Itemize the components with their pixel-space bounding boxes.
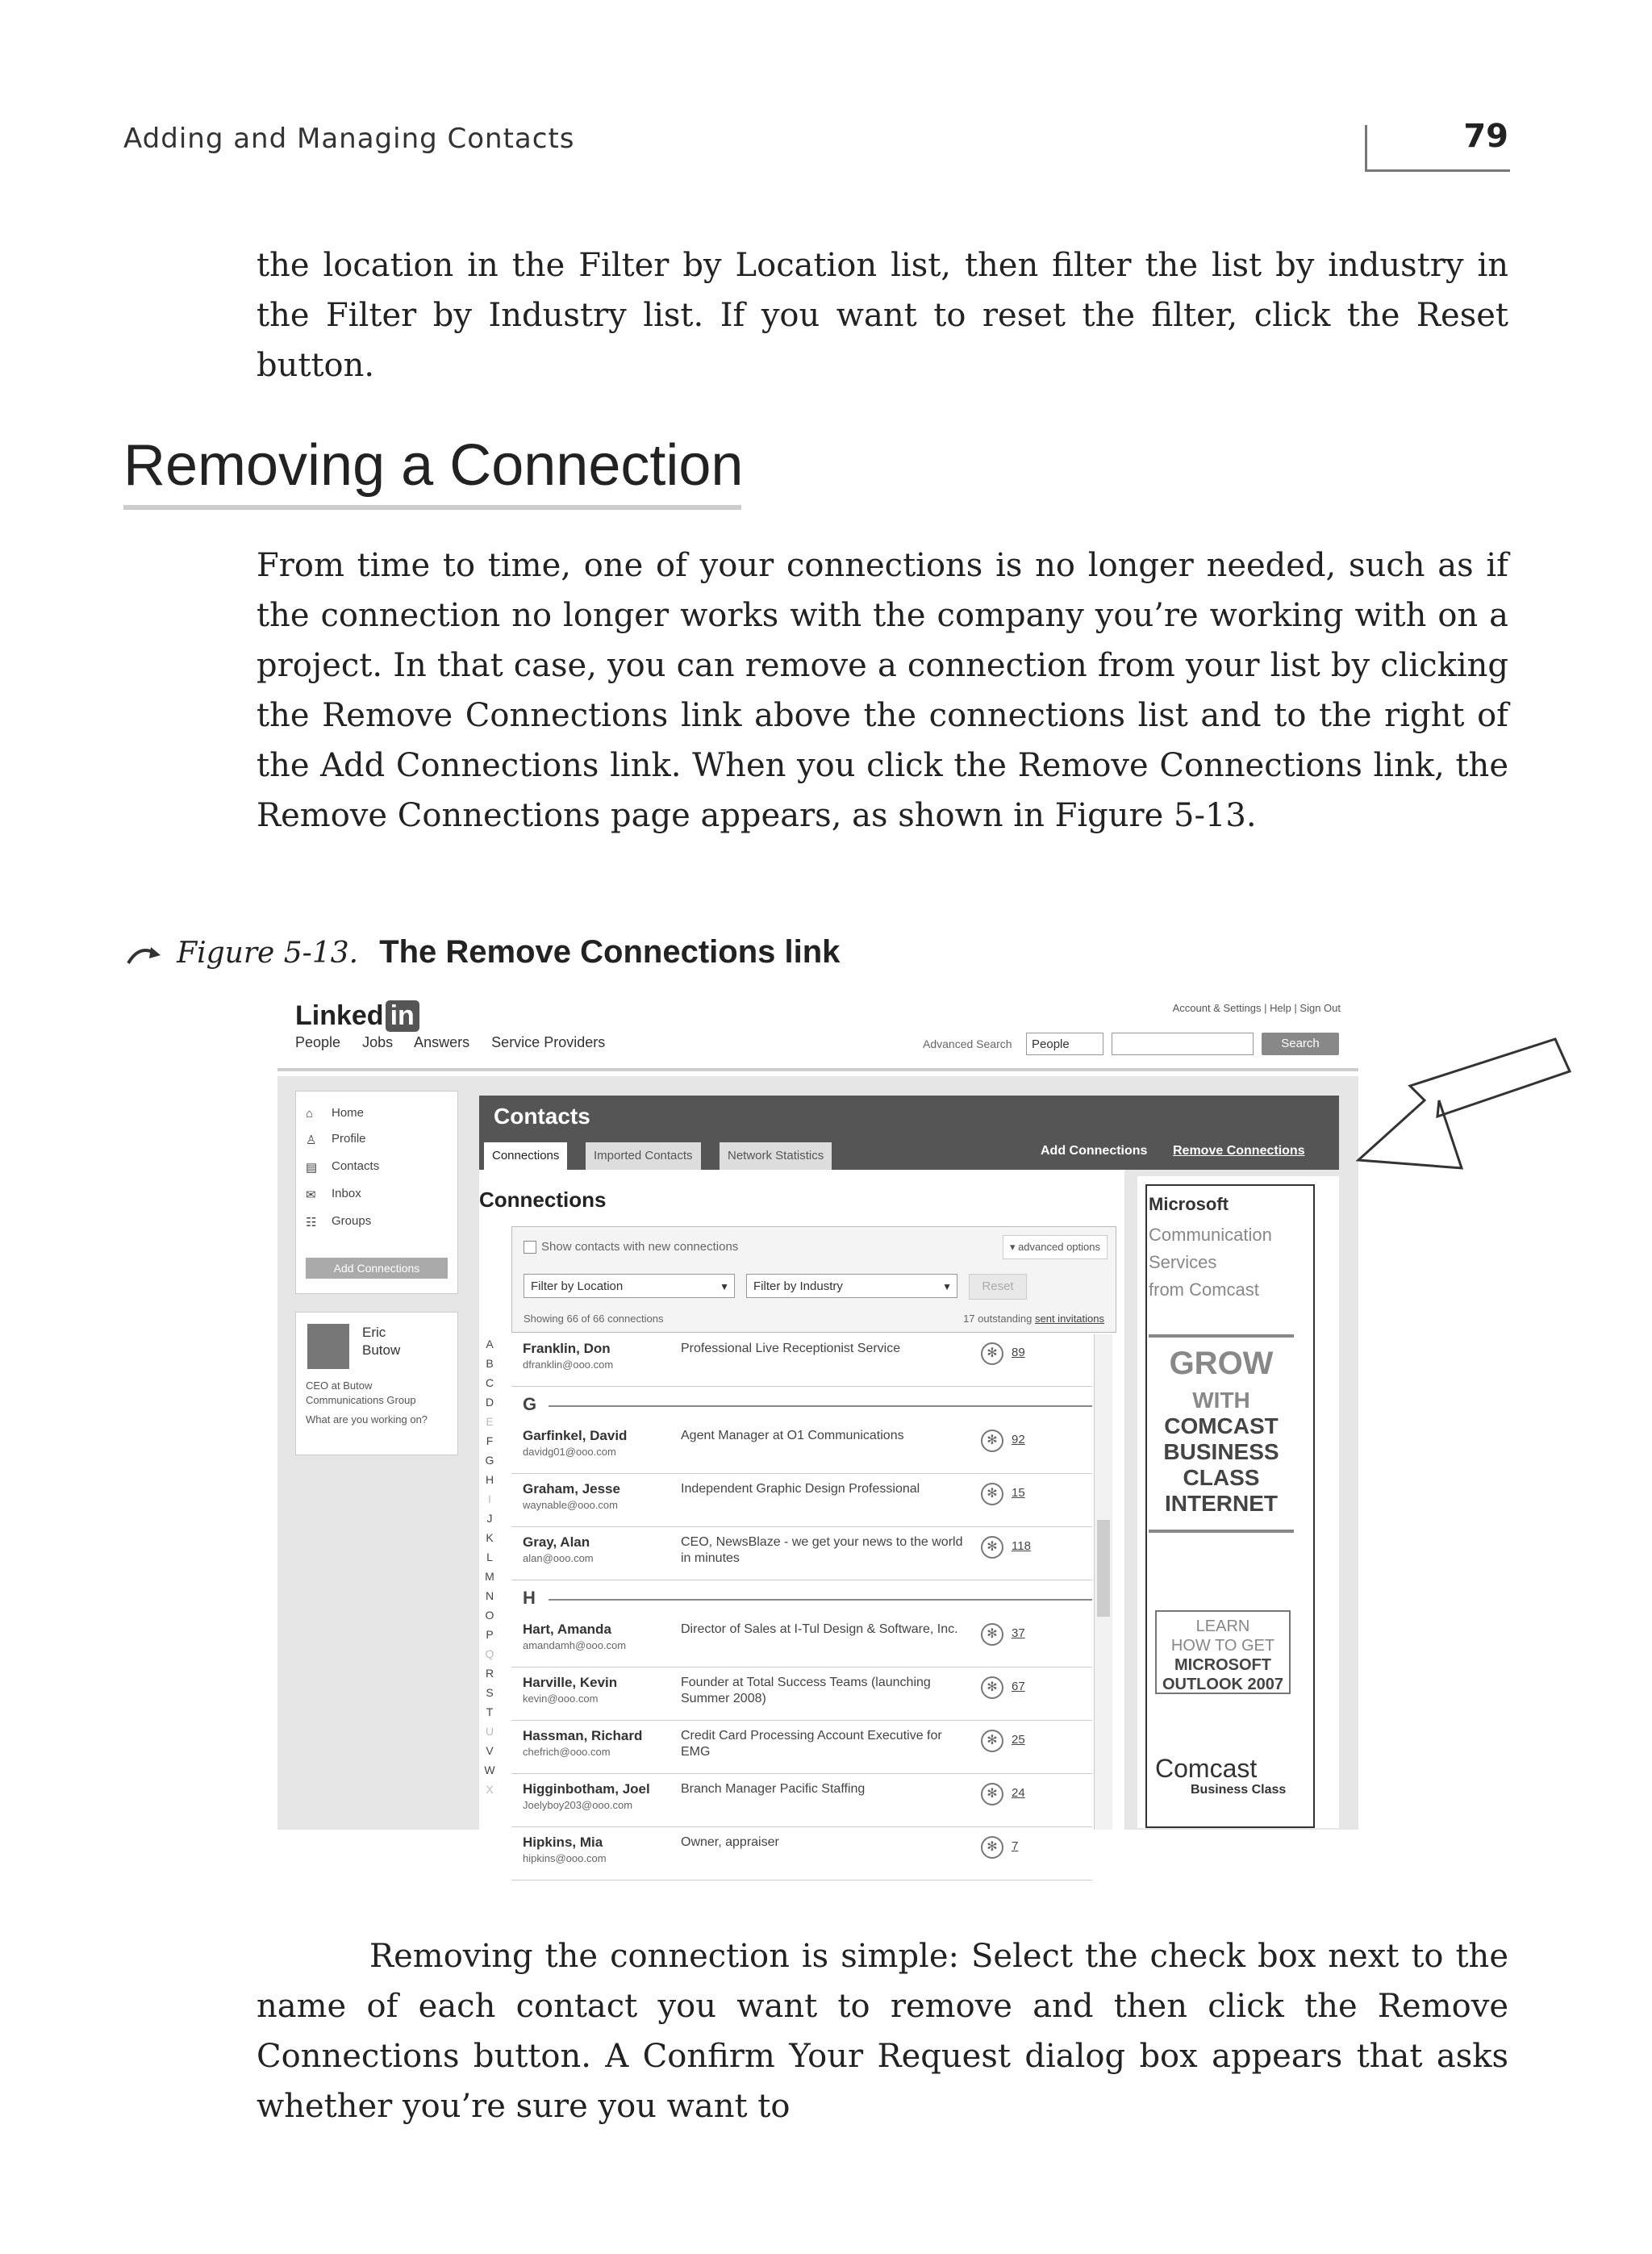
network-icon: ✻ [981,1342,1003,1365]
add-connections-link[interactable]: Add Connections [1041,1144,1148,1158]
inbox-icon: ✉ [306,1188,316,1203]
left-nav-box [295,1091,458,1294]
paragraph-2: From time to time, one of your connections is no longer needed, such as if the connection no longer works with the company you’re working with on a project. In that case, you can remove a connection from your list by clicking the Remove Connections link above the connections list and to the right of the Add Connections link. When you click the Remove Connections link, the Remove Connections page appears, as shown in Figure 5-13. [257,547,1508,834]
connection-count[interactable]: 37 [1012,1626,1025,1640]
left-nav-home-label: Home [332,1106,365,1120]
network-icon: ✻ [981,1783,1003,1805]
ad-learn-line: OUTLOOK 2007 [1162,1676,1284,1693]
connection-count[interactable]: 89 [1012,1346,1025,1359]
contact-title: Founder at Total Success Teams (launching Summer 2008) [681,1676,931,1705]
showing-count: Showing 66 of 66 connections [524,1313,664,1325]
show-new-connections-checkbox[interactable] [524,1240,738,1254]
outstanding-invitations [963,1313,1104,1325]
avatar[interactable] [307,1324,349,1369]
contacts-title: Contacts [494,1104,590,1129]
scrollbar-thumb[interactable] [1097,1520,1110,1617]
contact-title: Credit Card Processing Account Executive for EMG [681,1729,942,1759]
alphabet-letter[interactable]: C [485,1376,494,1389]
advanced-search-link[interactable]: Advanced Search [923,1037,1012,1050]
connection-count[interactable]: 118 [1012,1539,1031,1553]
left-nav-inbox-label: Inbox [332,1187,361,1200]
alphabet-letter[interactable]: V [486,1744,494,1757]
alphabet-letter[interactable]: L [486,1551,493,1563]
letter-rule [549,1599,1092,1601]
ad-grow: GROW [1169,1346,1274,1381]
contact-email: alan@ooo.com [523,1552,594,1564]
ad-rule [1149,1530,1294,1533]
figure-label: Figure 5-13. [177,937,359,970]
curved-arrow-icon [123,942,167,966]
contact-title: Owner, appraiser [681,1835,779,1849]
contact-email: kevin@ooo.com [523,1693,599,1705]
contact-title: Branch Manager Pacific Staffing [681,1782,866,1796]
contact-name[interactable]: Hart, Amanda [523,1622,611,1637]
contact-row [511,1421,1092,1474]
contact-title: Independent Graphic Design Professional [681,1482,920,1496]
contacts-header [479,1096,1339,1170]
letter-rule [549,1405,1092,1407]
connections-heading: Connections [479,1188,607,1212]
remove-connections-link[interactable]: Remove Connections [1173,1144,1305,1158]
outstanding-count: 17 outstanding [963,1313,1032,1325]
contact-name[interactable]: Franklin, Don [523,1341,611,1356]
alphabet-letter[interactable]: B [486,1357,494,1370]
alphabet-letter[interactable]: F [486,1434,494,1447]
alphabet-letter[interactable]: H [485,1473,494,1486]
ad-learn-line: LEARN [1195,1617,1250,1635]
connection-count[interactable]: 7 [1012,1839,1019,1853]
contact-name[interactable]: Hassman, Richard [523,1728,643,1743]
nav-jobs[interactable]: Jobs [362,1034,394,1050]
chevron-down-icon: ▼ [942,1281,952,1292]
left-nav-profile-label: Profile [332,1132,366,1146]
ad-sub-line: Communication [1149,1225,1272,1245]
contact-name[interactable]: Higginbotham, Joel [523,1781,650,1797]
contact-title: Agent Manager at O1 Communications [681,1429,904,1442]
alphabet-index [479,1334,500,1830]
ad-brand: Microsoft [1149,1194,1229,1214]
left-nav-groups-label: Groups [332,1214,372,1228]
contact-row [511,1775,1092,1827]
section-title: Removing a Connection [123,433,744,498]
alphabet-letter[interactable]: X [486,1783,494,1796]
letter-heading: H [523,1588,536,1608]
network-icon: ✻ [981,1536,1003,1559]
left-add-connections-button[interactable]: Add Connections [306,1258,448,1279]
connection-count[interactable]: 92 [1012,1433,1025,1446]
contact-name[interactable]: Harville, Kevin [523,1675,618,1690]
ad-headline-line: BUSINESS [1163,1439,1279,1464]
connection-count[interactable]: 24 [1012,1786,1025,1800]
left-nav-contacts-label: Contacts [332,1159,380,1173]
ad-headline [1149,1388,1294,1517]
connection-count[interactable]: 25 [1012,1733,1025,1747]
ad-headline-line: COMCAST [1164,1413,1279,1438]
profile-headline: CEO at Butow Communications Group [306,1380,416,1406]
person-icon: ♙ [306,1133,317,1148]
profile-name[interactable] [362,1324,400,1359]
show-new-label: Show contacts with new connections [541,1240,739,1254]
contact-row [511,1722,1092,1774]
alphabet-letter[interactable]: Q [485,1647,494,1660]
comcast-logo: Comcast [1155,1754,1258,1783]
home-icon: ⌂ [306,1107,314,1121]
linkedin-screenshot [277,991,1358,1864]
contact-title: CEO, NewsBlaze - we get your news to the world in minutes [681,1535,963,1565]
contact-title: Director of Sales at I-Tul Design & Software, Inc. [681,1622,958,1636]
filter-box [511,1226,1116,1333]
contact-row [511,1615,1092,1668]
alphabet-letter[interactable]: A [486,1338,494,1350]
contact-name[interactable]: Hipkins, Mia [523,1835,603,1850]
contact-name[interactable]: Graham, Jesse [523,1481,620,1496]
alphabet-letter[interactable]: W [484,1764,495,1776]
nav-service-providers[interactable]: Service Providers [491,1034,606,1050]
contact-email: chefrich@ooo.com [523,1746,611,1758]
alphabet-letter[interactable]: O [485,1609,494,1622]
alphabet-letter[interactable]: R [485,1667,494,1680]
pointer-arrow-icon [1352,1039,1570,1168]
contact-email: Joelyboy203@ooo.com [523,1799,633,1811]
tab-network-statistics[interactable]: Network Statistics [720,1142,832,1170]
page-number: 79 [1463,118,1508,155]
contact-email: hipkins@ooo.com [523,1852,607,1864]
network-icon: ✻ [981,1676,1003,1699]
ad-learn-line: MICROSOFT [1174,1656,1271,1674]
figure-title: The Remove Connections link [379,934,841,970]
network-icon: ✻ [981,1623,1003,1646]
contact-email: dfranklin@ooo.com [523,1359,614,1371]
groups-icon: ☷ [306,1216,317,1230]
profile-last-name: Butow [362,1342,401,1358]
nav-people[interactable]: People [295,1034,341,1050]
tab-connections[interactable]: Connections [484,1142,567,1170]
nav-answers[interactable]: Answers [414,1034,470,1050]
contact-email: davidg01@ooo.com [523,1446,616,1458]
alphabet-letter[interactable]: N [485,1589,494,1602]
filter-industry-select[interactable] [746,1274,957,1298]
profile-first-name: Eric [362,1325,386,1340]
search-input[interactable] [1112,1033,1254,1055]
left-nav-contacts[interactable] [306,1159,379,1173]
contacts-list [511,1334,1092,1864]
filter-industry-label: Filter by Industry [753,1279,843,1293]
left-nav-home[interactable] [306,1106,364,1120]
letter-divider [511,1388,1092,1421]
alphabet-letter[interactable]: G [485,1454,494,1467]
nav-divider [277,1068,1358,1071]
contact-row [511,1475,1092,1527]
paragraph-3-text: Removing the connection is simple: Select the check box next to the name of each contact you want to remove and then click the Remove Connections button. A Confirm Your Request dialog box appears that asks whether you’re sure you want to [257,1938,1508,2125]
logo-text: Linked [295,1000,384,1031]
page-number-rule-vertical [1365,125,1367,172]
alphabet-letter[interactable]: S [486,1686,494,1699]
alphabet-letter[interactable]: D [485,1396,494,1409]
filter-location-label: Filter by Location [531,1279,624,1293]
ad-sub-line: Services [1149,1252,1217,1272]
connections-panel [479,1170,1124,1864]
ad-learn-line: HOW TO GET [1170,1637,1275,1655]
left-nav-profile[interactable] [306,1132,366,1146]
alphabet-letter[interactable]: K [486,1531,494,1544]
chevron-down-icon: ▼ [720,1281,729,1292]
contact-row [511,1334,1092,1387]
network-icon: ✻ [981,1836,1003,1859]
alphabet-letter[interactable]: J [486,1512,493,1525]
reset-button[interactable]: Reset [969,1274,1027,1300]
contact-email: waynable@ooo.com [523,1499,618,1511]
network-icon: ✻ [981,1730,1003,1752]
contact-row [511,1828,1092,1880]
ad-headline-line: INTERNET [1165,1491,1278,1516]
network-icon: ✻ [981,1430,1003,1452]
alphabet-letter[interactable]: I [488,1492,491,1505]
top-nav [295,1034,623,1051]
linkedin-logo[interactable] [295,1000,419,1032]
page-number-rule-horizontal [1365,169,1510,172]
network-icon: ✻ [981,1483,1003,1505]
tab-imported-contacts[interactable]: Imported Contacts [586,1142,701,1170]
status-prompt[interactable]: What are you working on? [306,1413,428,1425]
contact-row [511,1668,1092,1721]
filter-location-select[interactable] [524,1274,735,1298]
connection-count[interactable]: 67 [1012,1680,1025,1693]
letter-divider [511,1581,1092,1615]
contacts-icon: ▤ [306,1161,318,1175]
section-rule [123,505,741,510]
alphabet-letter[interactable]: U [485,1725,494,1738]
paragraph-3 [257,1931,1508,2131]
account-links[interactable]: Account & Settings | Help | Sign Out [1172,1002,1341,1014]
logo-in-box: in [386,1000,419,1032]
ad-rule [1149,1334,1294,1338]
ad-subtitle [1149,1221,1272,1304]
running-header: Adding and Managing Contacts [123,123,575,155]
connection-count[interactable]: 15 [1012,1486,1025,1500]
alphabet-letter[interactable]: T [486,1705,494,1718]
scrollbar[interactable] [1094,1334,1112,1830]
paragraph-1: the location in the Filter by Location list, then filter the list by industry in the Filter by Industry list. If you want to reset the filter, click the Reset button. [257,247,1508,384]
ad-learn-box[interactable] [1155,1610,1291,1694]
contact-title: Professional Live Receptionist Service [681,1342,901,1355]
contact-name[interactable]: Garfinkel, David [523,1428,628,1443]
alphabet-letter[interactable]: M [485,1570,494,1583]
profile-box [295,1312,458,1455]
left-nav-inbox[interactable] [306,1187,361,1203]
left-nav-groups[interactable] [306,1214,371,1228]
comcast-ad[interactable] [1137,1176,1339,1828]
advanced-options-button[interactable]: ▾ advanced options [1003,1235,1108,1259]
contact-row [511,1528,1092,1580]
checkbox[interactable] [524,1241,536,1254]
alphabet-letter[interactable]: P [486,1628,494,1641]
search-scope-select[interactable]: People [1026,1033,1103,1055]
ad-headline-line: WITH [1192,1388,1250,1413]
ad-headline-line: CLASS [1183,1465,1260,1490]
business-class-label: Business Class [1191,1783,1287,1797]
alphabet-letter[interactable]: E [486,1415,494,1428]
letter-heading: G [523,1394,537,1414]
ad-sub-line: from Comcast [1149,1279,1259,1300]
contact-name[interactable]: Gray, Alan [523,1534,590,1550]
sent-invitations-link[interactable]: sent invitations [1035,1313,1104,1325]
figure-caption [123,934,840,970]
contact-email: amandamh@ooo.com [523,1639,627,1651]
search-button[interactable]: Search [1262,1033,1339,1055]
